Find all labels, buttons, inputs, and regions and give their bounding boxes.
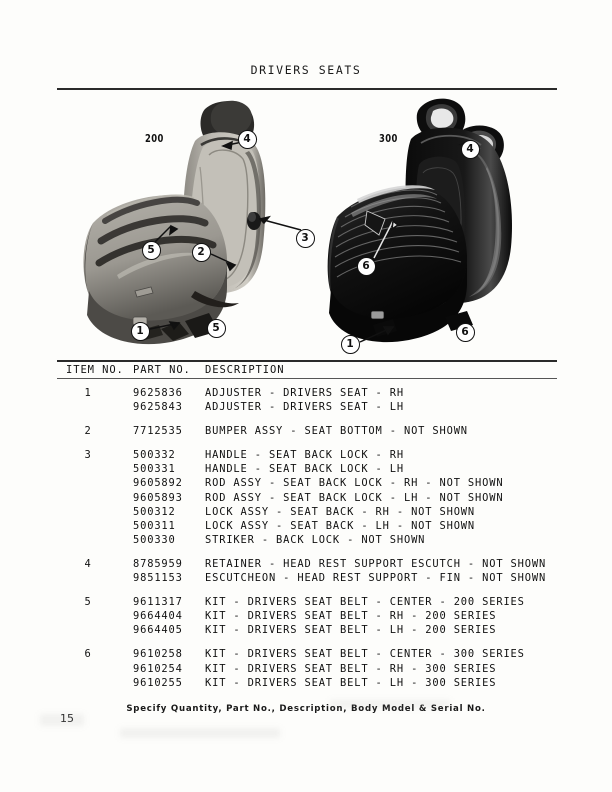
cell-part-no: 9605892 (133, 477, 183, 490)
header-divider (57, 88, 557, 90)
callout-1[interactable]: 1 (131, 322, 150, 341)
part-group (57, 558, 557, 586)
table-row[interactable] (57, 572, 557, 586)
cell-description: KIT - DRIVERS SEAT BELT - RH - 200 SERIES (205, 610, 497, 623)
cell-description: ROD ASSY - SEAT BACK LOCK - LH - NOT SHOWN (205, 491, 504, 504)
cell-description: ADJUSTER - DRIVERS SEAT - RH (205, 387, 404, 399)
cell-description: ADJUSTER - DRIVERS SEAT - LH (205, 401, 404, 414)
cell-part-no: 8785959 (133, 557, 183, 570)
table-row[interactable] (57, 449, 557, 463)
table-row[interactable] (57, 677, 557, 691)
table-row[interactable] (57, 663, 557, 677)
cell-part-no: 9625843 (133, 401, 183, 414)
callout-4[interactable]: 4 (461, 140, 480, 159)
leader-lines-200 (77, 95, 317, 357)
part-group (57, 596, 557, 638)
cell-part-no: 9664404 (133, 610, 183, 623)
cell-item-no: 3 (84, 449, 92, 462)
cell-description: KIT - DRIVERS SEAT BELT - LH - 300 SERIES (205, 676, 497, 689)
model-label-300: 300 (379, 133, 398, 145)
column-header-item-no: ITEM NO. (66, 364, 124, 376)
cell-part-no: 500311 (133, 519, 176, 532)
table-row[interactable] (57, 477, 557, 491)
cell-part-no: 500331 (133, 463, 176, 476)
cell-item-no: 2 (84, 425, 92, 438)
table-row[interactable] (57, 648, 557, 662)
figure-seat-300 (327, 95, 557, 357)
cell-description: BUMPER ASSY - SEAT BOTTOM - NOT SHOWN (205, 425, 468, 438)
model-label-200: 200 (145, 133, 164, 145)
table-row[interactable] (57, 425, 557, 439)
table-row[interactable] (57, 520, 557, 534)
part-group (57, 648, 557, 690)
cell-description: KIT - DRIVERS SEAT BELT - CENTER - 300 SERIES (205, 648, 525, 661)
figure-seat-200 (77, 95, 317, 357)
cell-part-no: 9625836 (133, 387, 183, 399)
cell-description: KIT - DRIVERS SEAT BELT - RH - 300 SERIES (205, 662, 497, 675)
footer-note: Specify Quantity, Part No., Description, Body Model & Serial No. (126, 704, 486, 714)
cell-part-no: 500330 (133, 533, 176, 546)
table-row[interactable] (57, 558, 557, 572)
table-row[interactable] (57, 506, 557, 520)
column-header-part-no: PART NO. (133, 364, 191, 376)
table-row[interactable] (57, 610, 557, 624)
cell-part-no: 9610255 (133, 676, 183, 689)
callout-6-lower[interactable]: 6 (456, 323, 475, 342)
cell-description: STRIKER - BACK LOCK - NOT SHOWN (205, 533, 426, 546)
cell-part-no: 500312 (133, 505, 176, 518)
callout-5-upper[interactable]: 5 (142, 241, 161, 260)
parts-table-body (57, 387, 557, 701)
part-group (57, 387, 557, 415)
part-group (57, 425, 557, 439)
part-group (57, 449, 557, 548)
table-row[interactable] (57, 492, 557, 506)
table-row[interactable] (57, 596, 557, 610)
cell-description: HANDLE - SEAT BACK LOCK - RH (205, 449, 404, 462)
cell-part-no: 7712535 (133, 425, 183, 438)
table-row[interactable] (57, 463, 557, 477)
cell-part-no: 9851153 (133, 572, 183, 585)
page-number: 15 (60, 712, 74, 725)
leader-lines-300 (327, 95, 557, 357)
cell-description: KIT - DRIVERS SEAT BELT - CENTER - 200 SERIES (205, 596, 525, 609)
table-row[interactable] (57, 401, 557, 415)
callout-4[interactable]: 4 (238, 130, 257, 149)
cell-description: LOCK ASSY - SEAT BACK - RH - NOT SHOWN (205, 505, 476, 518)
cell-item-no: 6 (84, 648, 92, 661)
page-title: DRIVERS SEATS (250, 63, 362, 77)
cell-part-no: 9610254 (133, 662, 183, 675)
cell-description: LOCK ASSY - SEAT BACK - LH - NOT SHOWN (205, 519, 476, 532)
cell-item-no: 4 (84, 557, 92, 570)
callout-3[interactable]: 3 (296, 229, 315, 248)
cell-item-no: 1 (84, 387, 92, 399)
cell-part-no: 9605893 (133, 491, 183, 504)
cell-item-no: 5 (84, 596, 92, 609)
seat-illustration (57, 95, 557, 357)
cell-description: ROD ASSY - SEAT BACK LOCK - RH - NOT SHOWN (205, 477, 504, 490)
callout-5-lower[interactable]: 5 (207, 319, 226, 338)
cell-part-no: 9610258 (133, 648, 183, 661)
table-header (57, 364, 557, 378)
table-row[interactable] (57, 387, 557, 401)
cell-description: RETAINER - HEAD REST SUPPORT ESCUTCH - NOT SHOWN (205, 557, 547, 570)
cell-part-no: 9611317 (133, 596, 183, 609)
scan-artifact (120, 728, 280, 738)
cell-description: KIT - DRIVERS SEAT BELT - LH - 200 SERIES (205, 624, 497, 637)
column-header-description: DESCRIPTION (205, 364, 285, 376)
callout-2[interactable]: 2 (192, 243, 211, 262)
callout-6-upper[interactable]: 6 (357, 257, 376, 276)
cell-description: HANDLE - SEAT BACK LOCK - LH (205, 463, 404, 476)
table-row[interactable] (57, 624, 557, 638)
cell-part-no: 9664405 (133, 624, 183, 637)
table-header-divider (57, 378, 557, 379)
cell-part-no: 500332 (133, 449, 176, 462)
table-row[interactable] (57, 534, 557, 548)
cell-description: ESCUTCHEON - HEAD REST SUPPORT - FIN - NOT SHOWN (205, 572, 547, 585)
callout-1[interactable]: 1 (341, 335, 360, 354)
table-top-divider (57, 360, 557, 362)
